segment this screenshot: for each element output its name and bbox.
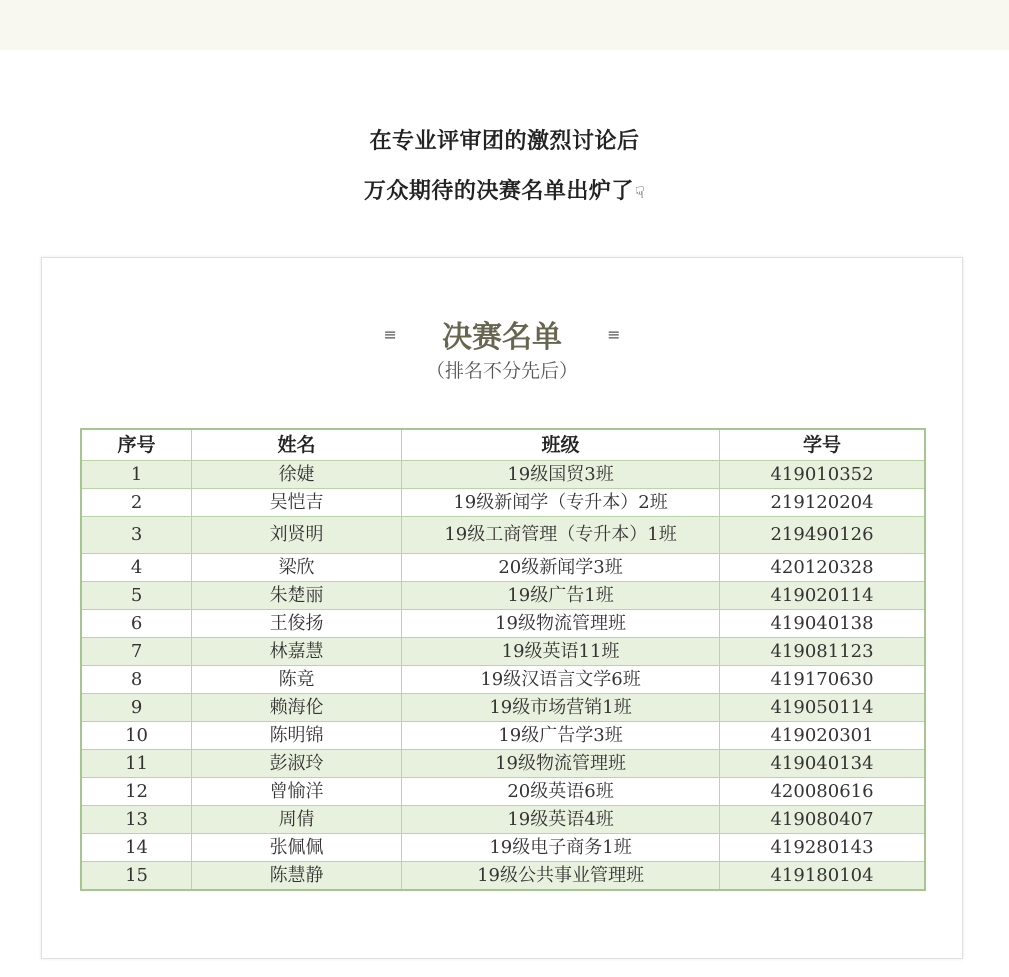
finalist-card [41, 257, 963, 959]
intro-line-2-text: 万众期待的决赛名单出炉了 [363, 179, 634, 204]
cell-id: 419081123 [720, 638, 925, 666]
table-row [81, 722, 925, 750]
cell-id: 419280143 [720, 834, 925, 862]
cell-name: 赖海伦 [192, 694, 402, 722]
table-row [81, 610, 925, 638]
cell-id: 419050114 [720, 694, 925, 722]
table-row [81, 694, 925, 722]
cell-name: 陈慧静 [192, 862, 402, 891]
cell-class: 20级英语6班 [402, 778, 720, 806]
cell-id: 419080407 [720, 806, 925, 834]
pointing-hand-icon: ☟ [634, 183, 646, 202]
header-name: 姓名 [192, 429, 402, 461]
cell-class: 19级新闻学（专升本）2班 [402, 489, 720, 517]
cell-no: 14 [81, 834, 192, 862]
cell-id: 219120204 [720, 489, 925, 517]
cell-name: 梁欣 [192, 554, 402, 582]
card-subtitle: （排名不分先后） [425, 360, 578, 382]
table-row [81, 834, 925, 862]
cell-no: 12 [81, 778, 192, 806]
table-row [81, 554, 925, 582]
table-row [81, 489, 925, 517]
table-row [81, 582, 925, 610]
cell-class: 19级国贸3班 [402, 461, 720, 489]
cell-name: 吴恺吉 [192, 489, 402, 517]
cell-name: 彭淑玲 [192, 750, 402, 778]
cell-class: 19级汉语言文学6班 [402, 666, 720, 694]
cell-id: 420120328 [720, 554, 925, 582]
table-row [81, 666, 925, 694]
intro-line-1 [0, 124, 1009, 155]
cell-no: 6 [81, 610, 192, 638]
table-row [81, 862, 925, 891]
table-row [81, 517, 925, 554]
cell-id: 419170630 [720, 666, 925, 694]
cell-name: 刘贤明 [192, 517, 402, 554]
cell-no: 8 [81, 666, 192, 694]
table-row [81, 778, 925, 806]
menu-lines-icon: ≡ [383, 324, 397, 344]
cell-no: 13 [81, 806, 192, 834]
table-header-row [81, 429, 925, 461]
cell-class: 19级广告学3班 [402, 722, 720, 750]
cell-name: 林嘉慧 [192, 638, 402, 666]
cell-id: 419180104 [720, 862, 925, 891]
cell-class: 19级电子商务1班 [402, 834, 720, 862]
cell-name: 朱楚丽 [192, 582, 402, 610]
cell-name: 陈明锦 [192, 722, 402, 750]
cell-class: 19级工商管理（专升本）1班 [402, 517, 720, 554]
intro-line-1-text: 在专业评审团的激烈讨论后 [369, 129, 640, 154]
header-class: 班级 [402, 429, 720, 461]
cell-no: 7 [81, 638, 192, 666]
cell-id: 419020301 [720, 722, 925, 750]
header-no: 序号 [81, 429, 192, 461]
finalist-table [80, 428, 926, 891]
cell-class: 19级英语4班 [402, 806, 720, 834]
card-title: 决赛名单 [442, 320, 562, 355]
cell-no: 9 [81, 694, 192, 722]
table-row [81, 638, 925, 666]
cell-id: 419010352 [720, 461, 925, 489]
cell-id: 420080616 [720, 778, 925, 806]
cell-class: 19级公共事业管理班 [402, 862, 720, 891]
cell-no: 3 [81, 517, 192, 554]
cell-name: 王俊扬 [192, 610, 402, 638]
cell-no: 1 [81, 461, 192, 489]
cell-no: 4 [81, 554, 192, 582]
cell-name: 周倩 [192, 806, 402, 834]
cell-class: 19级英语11班 [402, 638, 720, 666]
cell-class: 19级市场营销1班 [402, 694, 720, 722]
cell-name: 曾愉洋 [192, 778, 402, 806]
table-row [81, 806, 925, 834]
intro-line-2 [0, 174, 1009, 205]
cell-class: 20级新闻学3班 [402, 554, 720, 582]
cell-class: 19级物流管理班 [402, 610, 720, 638]
cell-no: 15 [81, 862, 192, 891]
cell-class: 19级广告1班 [402, 582, 720, 610]
cell-name: 徐婕 [192, 461, 402, 489]
cell-no: 11 [81, 750, 192, 778]
cell-id: 219490126 [720, 517, 925, 554]
top-band [0, 0, 1009, 50]
table-row [81, 750, 925, 778]
cell-name: 陈竟 [192, 666, 402, 694]
header-id: 学号 [720, 429, 925, 461]
cell-class: 19级物流管理班 [402, 750, 720, 778]
cell-no: 5 [81, 582, 192, 610]
card-title-row [42, 312, 962, 355]
cell-id: 419040134 [720, 750, 925, 778]
cell-name: 张佩佩 [192, 834, 402, 862]
menu-lines-icon: ≡ [607, 324, 621, 344]
cell-id: 419040138 [720, 610, 925, 638]
table-row [81, 461, 925, 489]
cell-id: 419020114 [720, 582, 925, 610]
cell-no: 2 [81, 489, 192, 517]
cell-no: 10 [81, 722, 192, 750]
